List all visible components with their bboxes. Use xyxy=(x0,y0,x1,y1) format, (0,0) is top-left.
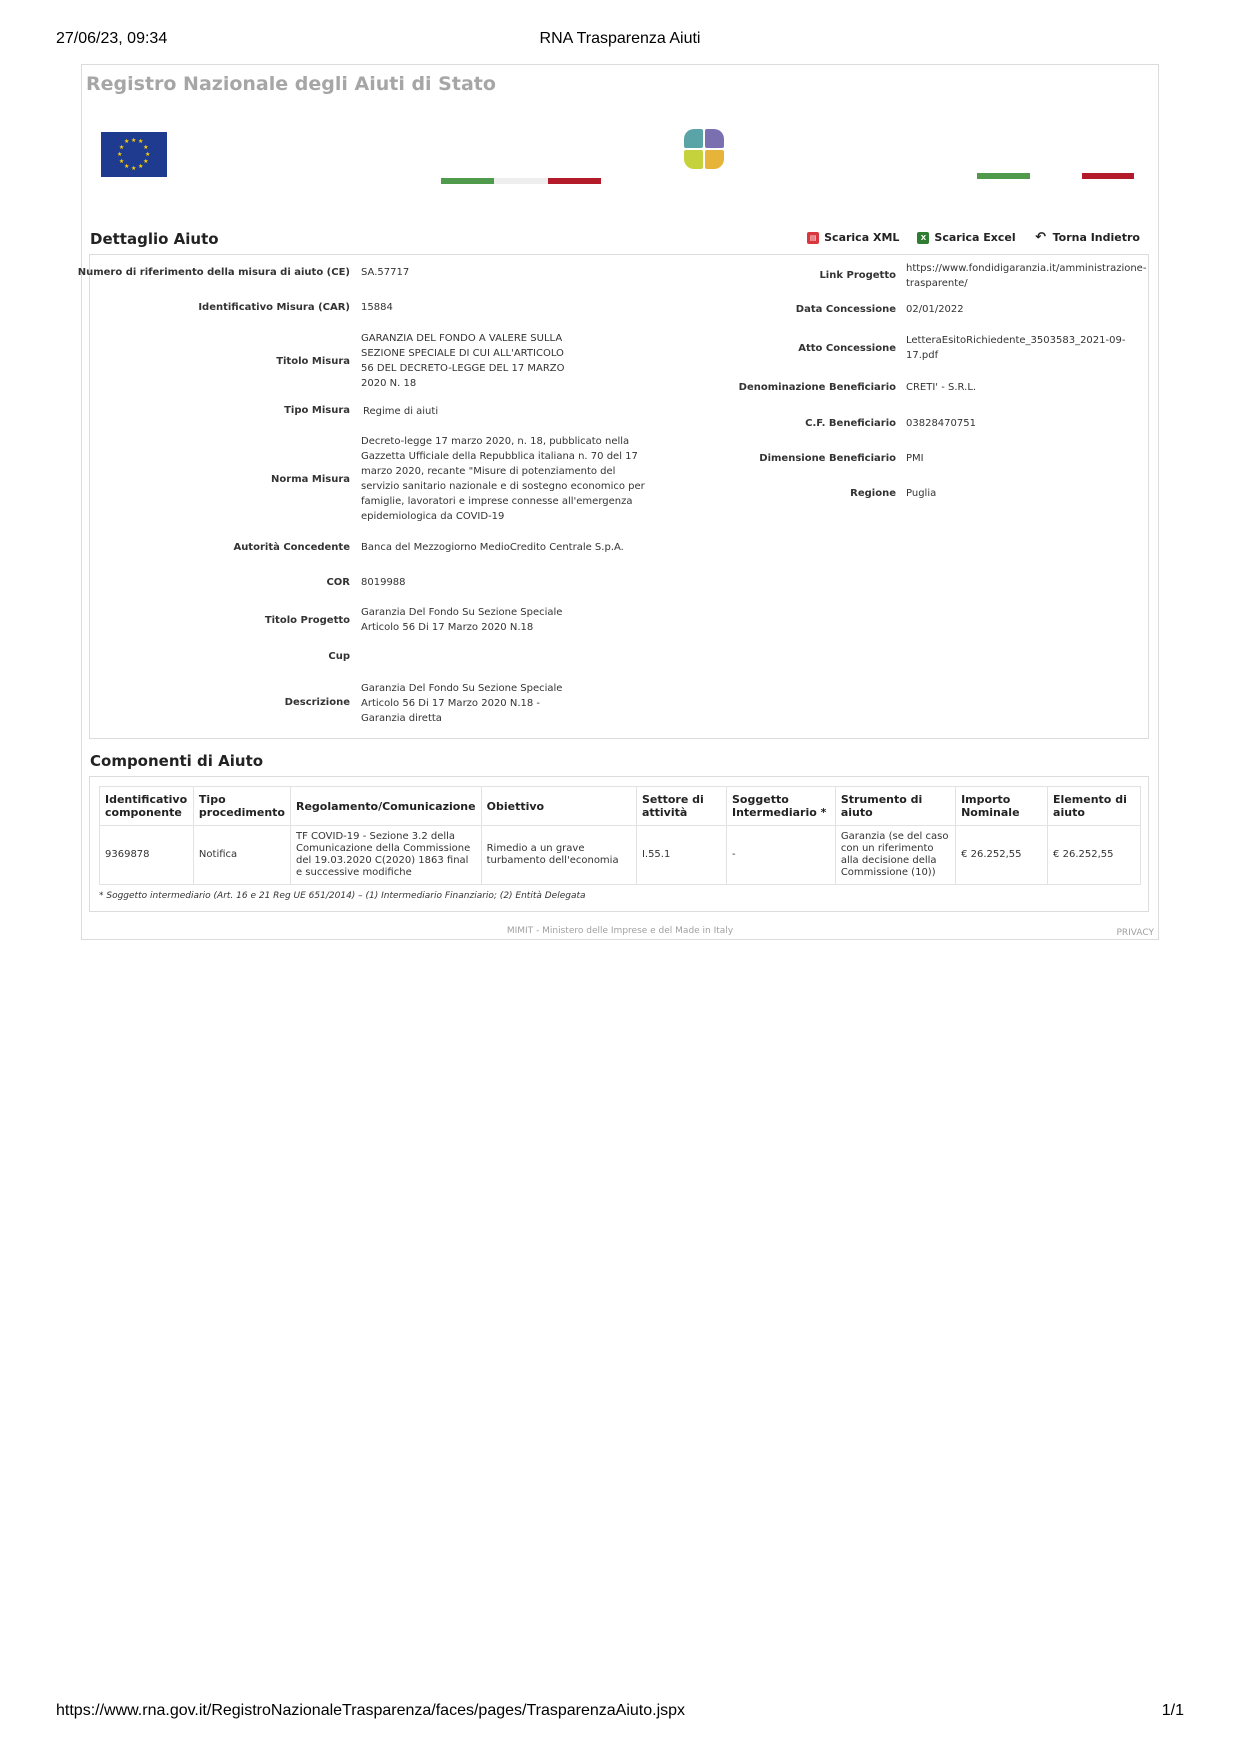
componenti-footnote: * Soggetto intermediario (Art. 16 e 21 Reg UE 651/2014) – (1) Intermediario Finanziario; (2) Entità Delegata xyxy=(99,891,586,901)
col-regolamento: Regolamento/Comunicazione xyxy=(290,787,481,826)
autorita-label: Autorità Concedente xyxy=(233,542,350,553)
dimensione-value: PMI xyxy=(906,453,924,464)
atto-concessione-label: Atto Concessione xyxy=(798,343,896,354)
numero-label: Numero di riferimento della misura di aiuto (CE) xyxy=(77,267,350,278)
data-concessione-label: Data Concessione xyxy=(795,304,896,315)
back-button[interactable] xyxy=(1034,231,1140,244)
cf-beneficiario-label: C.F. Beneficiario xyxy=(805,418,896,429)
tricolor-red xyxy=(548,178,601,184)
tricolor-green xyxy=(441,178,494,184)
ministry-footer: MIMIT - Ministero delle Imprese e del Made in Italy xyxy=(506,926,734,936)
denominazione-value: CRETI' - S.R.L. xyxy=(906,382,977,393)
link-progetto-label: Link Progetto xyxy=(819,270,896,281)
componenti-table xyxy=(99,786,1141,885)
descrizione-line: Garanzia diretta xyxy=(361,713,442,724)
eu-star-icon: ★ xyxy=(138,162,144,170)
eu-star-icon: ★ xyxy=(131,136,137,144)
cell-strumento: Garanzia (se del caso con un riferimento alla decisione della Commissione (10)) xyxy=(835,826,955,885)
green-accent-bar xyxy=(977,173,1030,179)
norma-misura-value xyxy=(361,434,645,524)
denominazione-label: Denominazione Beneficiario xyxy=(738,382,896,393)
cell-identificativo: 9369878 xyxy=(100,826,194,885)
col-identificativo: Identificativo componente xyxy=(100,787,194,826)
eu-star-icon: ★ xyxy=(118,143,125,151)
link-progetto-value[interactable] xyxy=(906,261,1146,291)
logo-quad-gold xyxy=(705,150,724,169)
cell-importo: € 26.252,55 xyxy=(956,826,1048,885)
titolo-line: 56 DEL DECRETO-LEGGE DEL 17 MARZO xyxy=(361,363,565,374)
descrizione-line: Articolo 56 Di 17 Marzo 2020 N.18 - xyxy=(361,698,541,709)
site-title: Registro Nazionale degli Aiuti di Stato xyxy=(86,73,496,95)
download-excel-button[interactable] xyxy=(917,231,1015,244)
car-value: 15884 xyxy=(361,302,393,313)
titolo-progetto-label: Titolo Progetto xyxy=(264,615,350,626)
dimensione-label: Dimensione Beneficiario xyxy=(759,453,896,464)
table-header-row xyxy=(100,787,1141,826)
eu-flag-icon xyxy=(101,132,167,177)
download-xml-label: Scarica XML xyxy=(824,231,900,244)
print-url: https://www.rna.gov.it/RegistroNazionaleTrasparenza/faces/pages/TrasparenzaAiuto.jspx xyxy=(56,1702,686,1719)
tipo-misura-label: Tipo Misura xyxy=(284,405,350,416)
col-soggetto: Soggetto Intermediario * xyxy=(727,787,836,826)
tricolor-white xyxy=(494,178,548,184)
descrizione-label: Descrizione xyxy=(284,697,350,708)
eu-star-icon: ★ xyxy=(117,150,123,158)
norma-line: famiglie, lavoratori e imprese connesse all'emergenza xyxy=(361,496,633,507)
col-tipo-procedimento: Tipo procedimento xyxy=(193,787,290,826)
norma-line: epidemiologica da COVID-19 xyxy=(361,511,505,522)
numero-value: SA.57717 xyxy=(361,267,410,278)
excel-icon: X xyxy=(917,232,929,244)
ministry-logo-icon xyxy=(684,129,724,169)
col-strumento: Strumento di aiuto xyxy=(835,787,955,826)
eu-star-icon: ★ xyxy=(131,164,137,172)
data-concessione-value: 02/01/2022 xyxy=(906,304,964,315)
regione-value: Puglia xyxy=(906,488,937,499)
cell-soggetto: - xyxy=(727,826,836,885)
cell-tipo-procedimento: Notifica xyxy=(193,826,290,885)
cell-regolamento: TF COVID-19 - Sezione 3.2 della Comunicazione della Commissione del 19.03.2020 C(2020) 1863 final e successive modifiche xyxy=(290,826,481,885)
print-page-number: 1/1 xyxy=(1161,1702,1184,1719)
titolo-progetto-line: Articolo 56 Di 17 Marzo 2020 N.18 xyxy=(361,622,534,633)
red-accent-bar xyxy=(1082,173,1134,179)
eu-star-icon: ★ xyxy=(124,162,130,170)
norma-line: Gazzetta Ufficiale della Repubblica italiana n. 70 del 17 xyxy=(361,451,638,462)
italian-tricolor-bar xyxy=(441,178,601,184)
col-elemento: Elemento di aiuto xyxy=(1048,787,1141,826)
norma-misura-label: Norma Misura xyxy=(271,474,350,485)
descrizione-line: Garanzia Del Fondo Su Sezione Speciale xyxy=(361,683,563,694)
cf-beneficiario-value: 03828470751 xyxy=(906,418,976,429)
componenti-title: Componenti di Aiuto xyxy=(90,752,264,770)
back-label: Torna Indietro xyxy=(1052,231,1140,244)
eu-star-icon: ★ xyxy=(145,150,151,158)
norma-line: servizio sanitario nazionale e di sostegno economico per xyxy=(361,481,645,492)
eu-star-icon: ★ xyxy=(143,143,149,151)
detail-title: Dettaglio Aiuto xyxy=(90,230,219,248)
car-label: Identificativo Misura (CAR) xyxy=(198,302,350,313)
titolo-line: 2020 N. 18 xyxy=(361,378,417,389)
titolo-progetto-line: Garanzia Del Fondo Su Sezione Speciale xyxy=(361,607,563,618)
cor-label: COR xyxy=(326,577,350,588)
titolo-misura-label: Titolo Misura xyxy=(276,356,350,367)
titolo-progetto-value xyxy=(361,605,562,635)
back-arrow-icon: ↶ xyxy=(1035,229,1047,245)
titolo-misura-value xyxy=(361,331,565,391)
cell-obiettivo: Rimedio a un grave turbamento dell'economia xyxy=(481,826,636,885)
descrizione-value xyxy=(361,681,562,726)
table-row xyxy=(100,826,1141,885)
logo-quad-teal xyxy=(684,129,703,148)
norma-line: marzo 2020, recante "Misure di potenziamento del xyxy=(361,466,616,477)
pdf-icon: ▤ xyxy=(807,232,819,244)
download-excel-label: Scarica Excel xyxy=(934,231,1016,244)
cell-elemento: € 26.252,55 xyxy=(1048,826,1141,885)
print-date: 27/06/23, 09:34 xyxy=(56,30,168,47)
cup-label: Cup xyxy=(328,651,350,662)
cell-settore: I.55.1 xyxy=(636,826,726,885)
atto-line: 17.pdf xyxy=(906,350,939,361)
atto-concessione-value[interactable] xyxy=(906,333,1125,363)
atto-line: LetteraEsitoRichiedente_3503583_2021-09- xyxy=(906,335,1126,346)
eu-star-icon: ★ xyxy=(138,138,144,146)
col-importo: Importo Nominale xyxy=(956,787,1048,826)
logo-quad-yellowgreen xyxy=(684,150,703,169)
link-line: trasparente/ xyxy=(906,278,968,289)
norma-line: Decreto-legge 17 marzo 2020, n. 18, pubblicato nella xyxy=(361,436,630,447)
col-obiettivo: Obiettivo xyxy=(481,787,636,826)
logo-quad-purple xyxy=(705,129,724,148)
download-xml-button[interactable] xyxy=(807,231,899,244)
privacy-link[interactable]: PRIVACY xyxy=(1116,928,1154,938)
titolo-line: GARANZIA DEL FONDO A VALERE SULLA xyxy=(361,333,563,344)
eu-star-icon: ★ xyxy=(118,157,125,165)
link-line: https://www.fondidigaranzia.it/amministrazione- xyxy=(906,263,1147,274)
detail-toolbar xyxy=(807,231,1140,244)
tipo-misura-value: Regime di aiuti xyxy=(363,406,439,417)
col-settore: Settore di attività xyxy=(636,787,726,826)
autorita-value: Banca del Mezzogiorno MedioCredito Centrale S.p.A. xyxy=(361,542,624,553)
regione-label: Regione xyxy=(850,488,896,499)
cor-value: 8019988 xyxy=(361,577,406,588)
eu-star-icon: ★ xyxy=(143,157,149,165)
eu-star-icon: ★ xyxy=(124,138,130,146)
print-page-title: RNA Trasparenza Aiuti xyxy=(539,30,701,47)
titolo-line: SEZIONE SPECIALE DI CUI ALL'ARTICOLO xyxy=(361,348,564,359)
